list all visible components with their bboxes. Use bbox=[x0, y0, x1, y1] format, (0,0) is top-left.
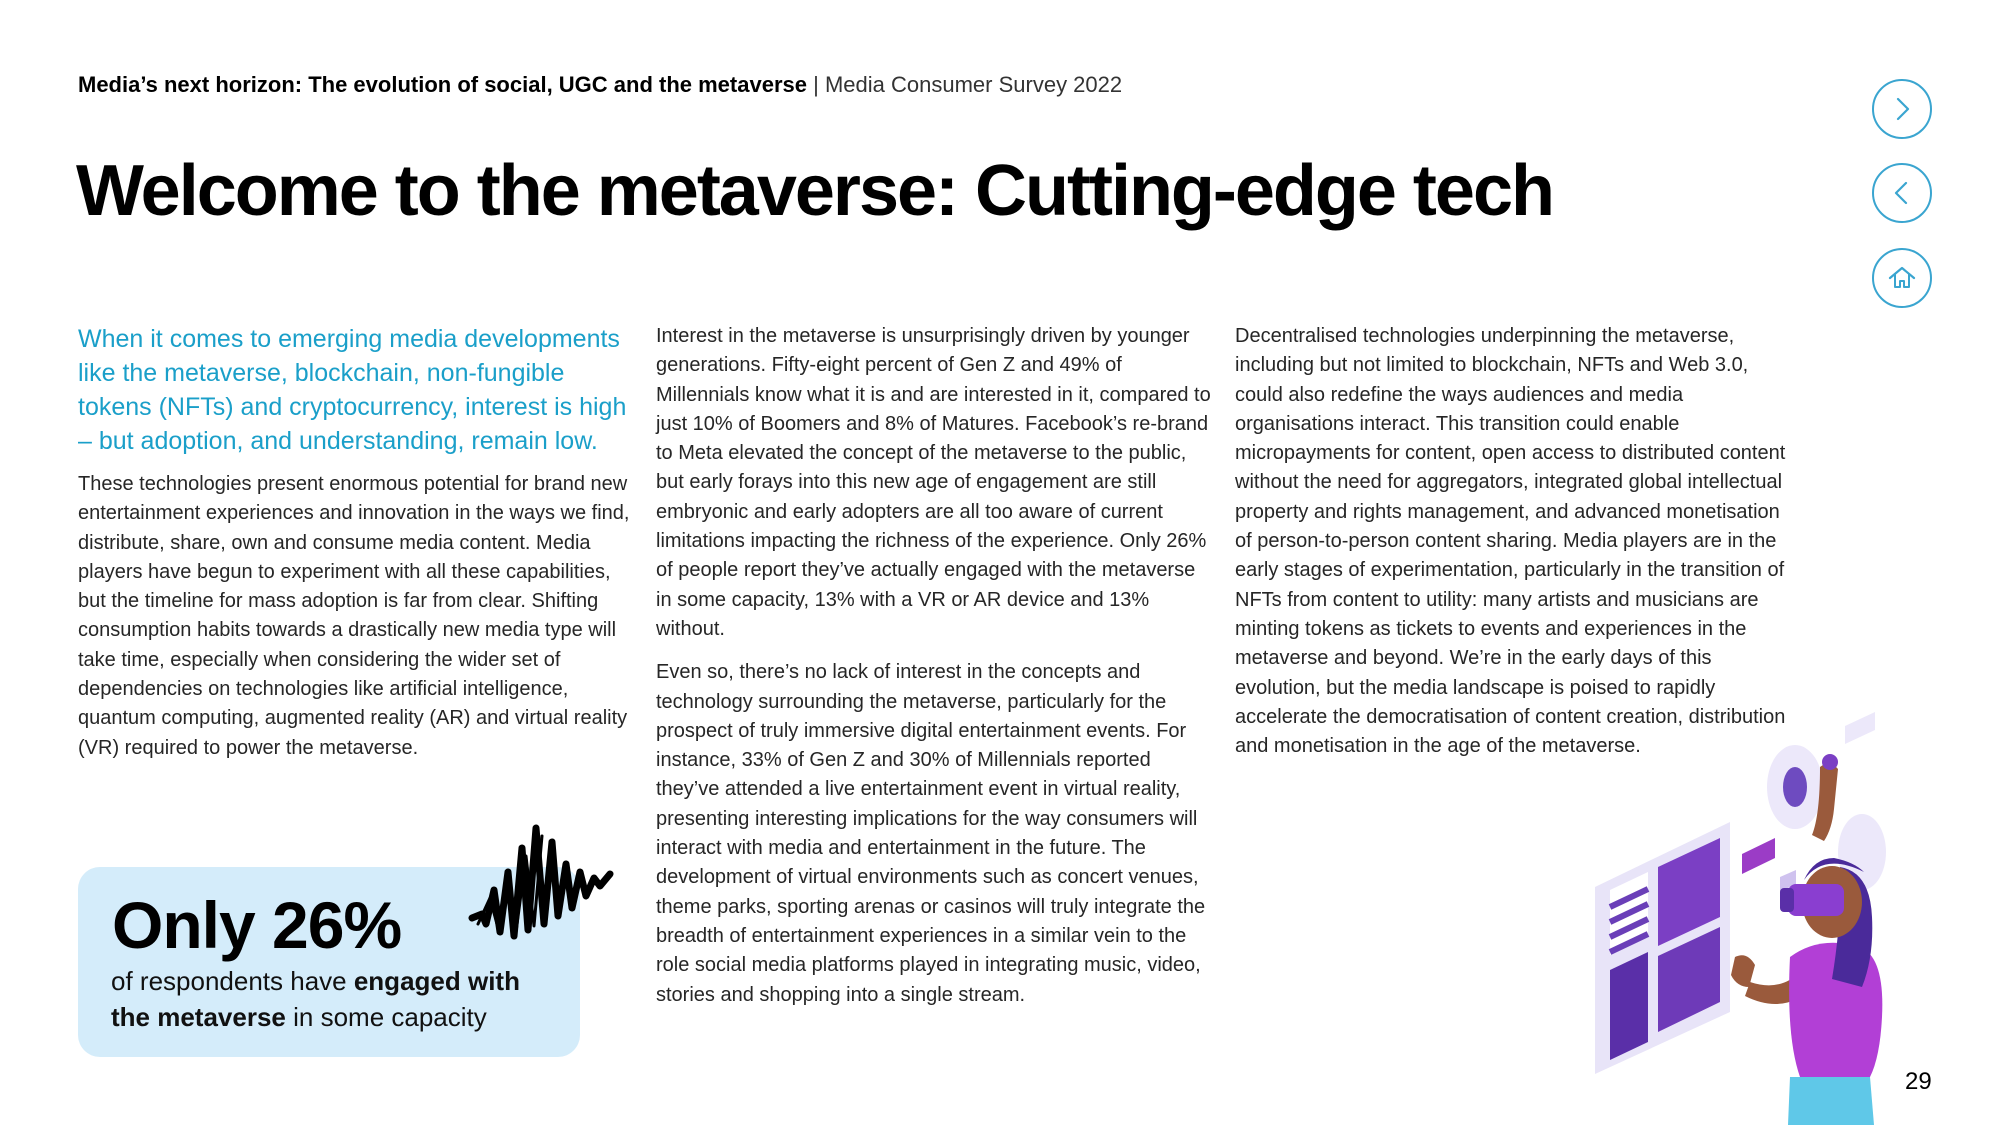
paragraph-decentralised: Decentralised technologies underpinning the metaverse, including but not limited to blockchain, NFTs and Web 3.0, could also redefine the ways audiences and media organisations interact. This transition could enable micropayments for content, open access to distributed content without the need for aggregators, integrated global intellectual property and rights management, and advanced monetisation of person-to-person content sharing. Media players are in the early stages of experimentation, particularly in the transition of NFTs from content to utility: many artists and musicians are minting tokens as tickets to events and experiences in the metaverse and beyond. We’re in the early days of this evolution, but the media landscape is poised to rapidly accelerate the democratisation of content creation, distribution and monetisation in the age of the metaverse. bbox=[1235, 325, 1786, 758]
hand bbox=[1731, 955, 1755, 987]
stat-value: Only 26% bbox=[112, 888, 402, 962]
chevron-left-icon bbox=[1887, 178, 1917, 208]
column-middle bbox=[656, 322, 1216, 1024]
page-number: 29 bbox=[1905, 1068, 1932, 1095]
intro-paragraph: These technologies present enormous potential for brand new entertainment experiences and innovation in the ways we find, distribute, share, own and consume media content. Media players have begun to experiment with all these capabilities, but the timeline for mass adoption is far from clear. Shifting consumption habits towards a drastically new media type will take time, especially when considering the wider set of dependencies on technologies like artificial intelligence, quantum computing, augmented reality (AR) and virtual reality (VR) required to power the metaverse. bbox=[78, 473, 630, 759]
report-title: Media’s next horizon: The evolution of social, UGC and the metaverse bbox=[78, 72, 807, 97]
vr-headset-front bbox=[1780, 888, 1794, 912]
lead-paragraph: When it comes to emerging media developments like the metaverse, blockchain, non-fungible tokens (NFTs) and cryptocurrency, interest is high – but adoption, and understanding, remain low. bbox=[78, 325, 627, 455]
floating-panel-shape bbox=[1845, 712, 1875, 744]
column-right bbox=[1235, 322, 1795, 775]
paragraph-generations: Interest in the metaverse is unsurprisingly driven by younger generations. Fifty-eight percent of Gen Z and 49% of Millennials know what it is and are interested in it, compared to just 10% of Boomers and 8% of Matures. Facebook’s re-brand to Meta elevated the concept of the metaverse to the public, but early forays into this new age of engagement are still embryonic and early adopters are all too aware of current limitations impacting the richness of the experience. Only 26% of people report they’ve actually engaged with the metaverse in some capacity, 13% with a VR or AR device and 13% without. bbox=[656, 325, 1211, 640]
document-header bbox=[78, 72, 1122, 98]
previous-page-button[interactable] bbox=[1872, 163, 1932, 223]
vr-person-illustration bbox=[1570, 712, 1900, 1125]
report-subtitle: Media Consumer Survey 2022 bbox=[824, 72, 1123, 97]
stat-text-after: in some capacity bbox=[285, 1002, 487, 1032]
home-button[interactable] bbox=[1872, 248, 1932, 308]
paragraph-interest: Even so, there’s no lack of interest in the concepts and technology surrounding the metaverse, particularly for the prospect of truly immersive digital entertainment events. For instance, 33% of Gen Z and 30% of Millennials reported they’ve attended a live entertainment event in virtual reality, presenting interesting implications for the way consumers will interact with media and entertainment in the future. The development of virtual environments such as concert venues, theme parks, sporting arenas or casinos will truly integrate the breadth of entertainment experiences in a similar vein to the role social media platforms played in integrating music, video, stories and shopping into a single stream. bbox=[656, 661, 1206, 1006]
screen-tile-left bbox=[1610, 952, 1648, 1060]
stat-text-before: of respondents have bbox=[111, 966, 354, 996]
next-page-button[interactable] bbox=[1872, 79, 1932, 139]
floating-ring-center bbox=[1783, 767, 1807, 807]
home-icon bbox=[1887, 263, 1917, 293]
vr-headset bbox=[1788, 884, 1844, 916]
stat-description bbox=[111, 963, 561, 1035]
header-separator: | bbox=[813, 72, 819, 97]
page-title: Welcome to the metaverse: Cutting-edge tech bbox=[76, 151, 1553, 231]
chevron-right-icon bbox=[1887, 94, 1917, 124]
floating-tile-shape bbox=[1742, 838, 1775, 874]
column-left bbox=[78, 322, 638, 777]
fingertip-glow bbox=[1822, 754, 1838, 770]
stat-text-bold: engaged with the metaverse bbox=[111, 966, 520, 1032]
trousers bbox=[1788, 1077, 1874, 1125]
soundwave-icon bbox=[468, 820, 618, 940]
